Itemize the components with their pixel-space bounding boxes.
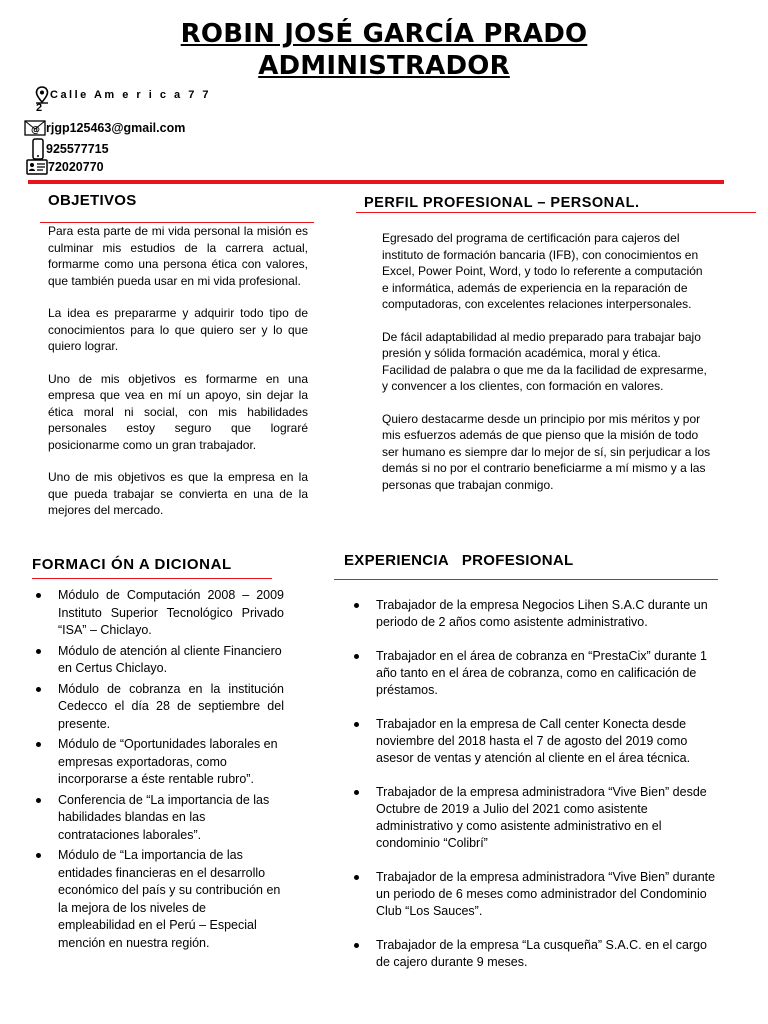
email-text: rjgp125463@gmail.com [46, 121, 186, 135]
experiencia-item: Trabajador en el área de cobranza en “PrestaCix” durante 1 año tanto en el área de cobranza, como en calificación de préstamos. [376, 648, 720, 699]
perfil-paragraph: Egresado del programa de certificación para cajeros del instituto de formación bancaria (IFB), con conocimientos en Excel, Power Point, Word, y todo lo referente a computación e informática, además de experiencia en la reparación de computadoras, con excelentes relaciones interpersonales. [382, 231, 703, 311]
email-row [24, 119, 185, 137]
header-divider-bar [28, 180, 724, 184]
perfil-heading-text: PERFIL PROFESIONAL – PERSONAL. [364, 195, 640, 211]
phone-row [30, 138, 109, 160]
svg-text:@: @ [31, 125, 40, 136]
dni-text: 72020770 [48, 160, 104, 174]
objetivos-paragraph: Uno de mis objetivos es que la empresa en la que pueda trabajar se convierta en una de la mejores del mercado. [48, 470, 308, 517]
objetivos-paragraph: Para esta parte de mi vida personal la misión es culminar mis estudios de la carrera actual, formarme como una persona ética con valores, que también pueda usar en mi vida profesional. [48, 224, 308, 288]
email-envelope-icon [24, 119, 46, 137]
formacion-item: Módulo de “Oportunidades laborales en empresas exportadoras, como incorporarse a éste rentable rubro”. [58, 736, 284, 789]
experiencia-item: Trabajador de la empresa Negocios Lihen S.A.C durante un periodo de 2 años como asistente administrativo. [376, 597, 720, 631]
experiencia-heading: EXPERIENCIA PROFESIONAL [344, 552, 574, 569]
candidate-name: ROBIN JOSÉ GARCÍA PRADO [180, 19, 588, 49]
experiencia-item: Trabajador en la empresa de Call center Konecta desde noviembre del 2018 hasta el 7 de agosto del 2019 como asesor de ventas y atención al cliente en el área técnica. [376, 716, 720, 767]
resume-header [0, 18, 768, 82]
perfil-heading [364, 195, 640, 211]
formacion-list [58, 587, 284, 952]
mobile-phone-icon [30, 138, 46, 160]
formacion-underline [32, 578, 272, 579]
address-row [34, 86, 211, 104]
experiencia-underline [334, 579, 718, 580]
experiencia-item: Trabajador de la empresa administradora “Vive Bien” desde Octubre de 2019 a Julio del 2021 como asistente administrativo y como asistente administrativo en el condominio “Colibrí” [376, 784, 720, 852]
phone-text: 925577715 [46, 142, 109, 156]
experiencia-item: Trabajador de la empresa administradora “Vive Bien” durante un periodo de 6 meses como administrador del Condominio Club “Los Sauces”. [376, 869, 720, 920]
objetivos-paragraph: Uno de mis objetivos es formarme en una empresa que vea en mí un apoyo, sin dejar la ética moral ni social, con mis habilidades personales estoy seguro que lograré posicionarme como un gran trabajador. [48, 371, 308, 452]
formacion-item: Módulo de Computación 2008 – 2009 Instituto Superior Tecnológico Privado “ISA” – Chiclayo. [58, 587, 284, 640]
experiencia-list-wrap [376, 597, 720, 988]
perfil-body [382, 230, 712, 509]
formacion-item: Módulo de “La importancia de las entidades financieras en el desarrollo económico del país y su contribución en la mejora de los niveles de empleabilidad en el Perú – Especial mención en nuestra región. [58, 847, 284, 952]
address-line-2: 2 [36, 102, 45, 114]
formacion-heading: FORMACI ÓN A DICIONAL [32, 556, 232, 573]
formacion-item: Módulo de atención al cliente Financiero en Certus Chiclayo. [58, 643, 284, 678]
formacion-list-wrap [58, 587, 284, 955]
experiencia-item: Trabajador de la empresa “La cusqueña” S.A.C. en el cargo de cajero durante 9 meses. [376, 937, 720, 971]
formacion-item: Módulo de cobranza en la institución Cedecco el día 28 de septiembre del presente. [58, 681, 284, 734]
id-card-icon [26, 159, 48, 175]
perfil-paragraph: De fácil adaptabilidad al medio preparado para trabajar bajo presión y sólida formación académica, moral y ética. Facilidad de palabra o que me da la facilidad de expresarme, y convencer a los clientes, con formación en valores. [382, 329, 707, 393]
perfil-underline [356, 212, 756, 213]
candidate-role: ADMINISTRADOR [258, 51, 510, 81]
address-row-2 [36, 102, 45, 114]
objetivos-heading: OBJETIVOS [48, 192, 137, 209]
address-line-1: Calle Am e r i c a 7 7 [50, 89, 211, 101]
objetivos-paragraph: La idea es prepararme y adquirir todo tipo de conocimientos para lo que quiero ser y lo que quiero lograr. [48, 306, 308, 353]
objetivos-body [48, 223, 308, 535]
id-row [26, 159, 104, 175]
experiencia-list [376, 597, 720, 971]
perfil-paragraph: Quiero destacarme desde un principio por mis méritos y por mis esfuerzos además de que pienso que la misión de todo ser humano es siempre dar lo mejor de sí, sin perjudicar a los demás si no por el contrario beneficiarme a mí mismo y a las personas que trabajan conmigo. [382, 411, 711, 492]
formacion-item: Conferencia de “La importancia de las habilidades blandas en las contrataciones laborales”. [58, 792, 284, 845]
